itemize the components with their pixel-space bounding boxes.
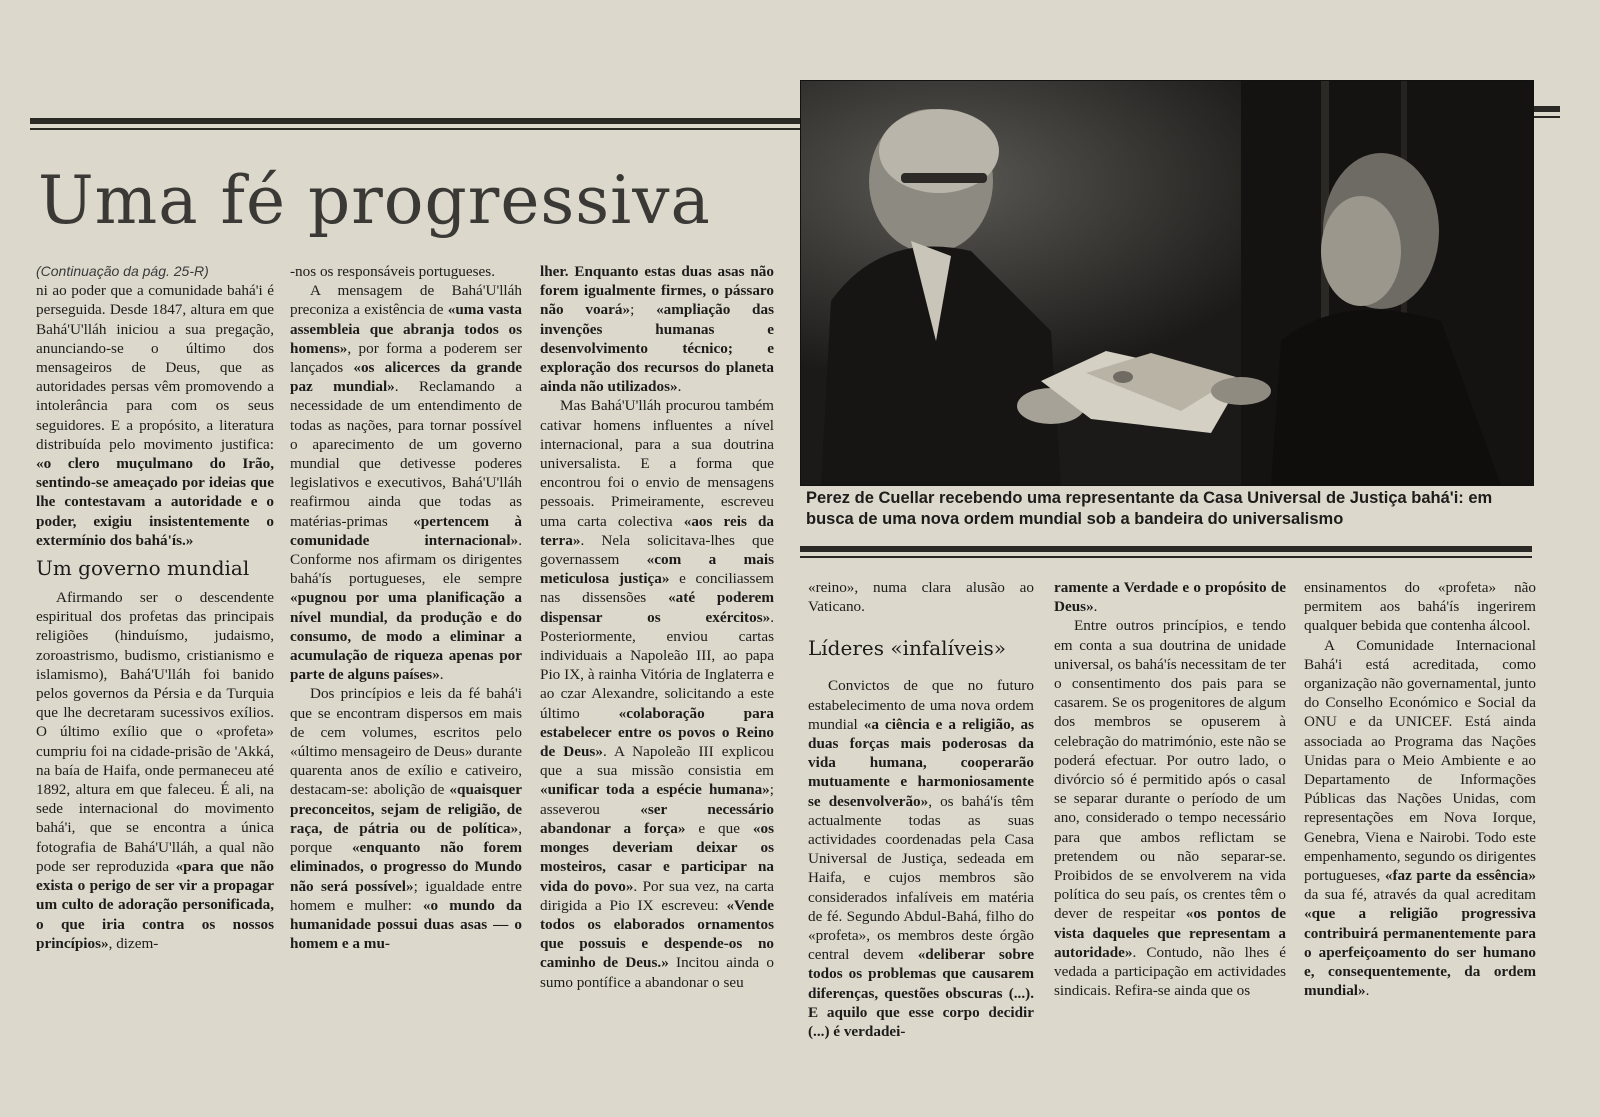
subheading-lideres-infaliveis: Líderes «infalíveis» (808, 636, 1006, 661)
bold-quote: «a ciência e a religião, as duas forças mais poderosas da vida humana, cooperarão mutuamente e harmoniosamente se desenvolverão» (808, 715, 1034, 810)
bold-quote: «o clero muçulmano do Irão, sentindo-se ameaçado por ideias que lhe contestavam a autoridade e o poder, exigiu insistentemente o extermínio dos bahá'ís.» (36, 455, 274, 549)
text-run: . (677, 378, 682, 396)
bold-quote: «colaboração para estabelecer entre os povos o Reino de Deus» (540, 704, 774, 761)
text-run: Afirmando ser o descendente espiritual dos profetas das principais religiões (hinduísmo, judaismo, zoroastrismo, budismo, cristianismo e islamismo), Bahá'U'lláh foi banido pelos governos da Pérsia e da Turquia que lhe decretaram sucessivos exílios. O último exílio que o «profeta» cumpriu foi na cidade-prisão de 'Akká, na baía de Haifa, onde permaneceu até 1892, altura em que faleceu. É ali, na sede internacional do movimento bahá'i, que se encontra a única fotografia de Bahá'U'lláh, a qual não pode ser reproduzida (36, 589, 274, 875)
bold-quote: «uma vasta assembleia que abranja todos os homens» (290, 301, 522, 357)
bold-quote: «faz parte da essência» (1384, 867, 1536, 885)
column-4 (808, 578, 1034, 1041)
text-run: ; igualdade entre homem e mulher: (290, 877, 522, 914)
text-run: . (1365, 982, 1370, 1000)
text-run: ; (630, 301, 657, 319)
photo-caption: Perez de Cuellar recebendo uma representante da Casa Universal de Justiça bahá'i: em busca de uma nova ordem mundial sob a bandeira do universalismo (806, 489, 1493, 528)
col5-paragraph-1 (1054, 578, 1286, 616)
col1-paragraph-1 (36, 281, 274, 550)
text-run: . Reclamando a necessidade de um entendimento de todas as nações, para tornar possível o aparecimento de um governo mundial que detivesse poderes legislativos e executivos, Bahá'U'lláh reafirmou ainda que todas as matérias-primas (290, 378, 522, 530)
col6-paragraph-1: ensinamentos do «profeta» não permitem aos bahá'ís ingerirem qualquer bebida que contenha álcool. (1304, 579, 1536, 635)
text-run: da sua fé, através da qual acreditam (1304, 886, 1536, 904)
text-run: Convictos de que no futuro estabelecimento de uma nova ordem mundial (808, 677, 1034, 733)
bold-quote: «aos reis da terra» (540, 512, 774, 549)
text-run: Entre outros princípios, e tendo em conta a sua doutrina de unidade universal, os bahá'ís necessitam de ter o consentimento dos pais para se casarem. Se os progenitores de algum dos membros se opuserem à celebração do matrimónio, este não se poderá efectuar. Por outro lado, o divórcio só é permitido após o casal se separar durante o período de um ano, considerado o tempo necessário para que ambos reflictam se pretendem ou não separar-se. Proibidos de se envolverem na vida política do seu país, os crentes têm o dever de respeitar (1054, 617, 1286, 923)
top-rule-right (1532, 106, 1560, 112)
col2-paragraph-3 (290, 684, 522, 953)
column-1 (36, 262, 274, 953)
bold-quote: «pugnou por uma planificação a nível mundial, da produção e do consumo, de modo a eliminar a acumulação de riqueza apenas por parte de alguns países» (290, 589, 522, 684)
text-run: . Por sua vez, na carta dirigida a Pio IX escreveu: (540, 877, 774, 914)
text-run: . (1093, 598, 1098, 616)
text-run: e que (685, 819, 753, 837)
col3-paragraph-1 (540, 262, 774, 396)
text-run: A mensagem de Bahá'U'lláh preconiza a existência de (290, 282, 522, 319)
bold-quote: «deliberar sobre todos os problemas que causarem diferenças, questões obscuras (...). E aquilo que esse corpo decidir (...) é verdadei- (808, 946, 1034, 1041)
text-run: ni ao poder que a comunidade bahá'i é perseguida. Desde 1847, altura em que Bahá'U'lláh iniciou a sua pregação, anunciando-se o último dos mensageiros de Deus, que as autoridades persas vêm promovendo a intolerância para com os seus seguidores. E a propósito, a literatura distribuída pelo movimento justifica: (36, 282, 274, 453)
text-run: Mas Bahá'U'lláh procurou também cativar homens influentes a nível internacional, para a sua doutrina universalista. E a forma que encontrou foi o envio de mensagens pessoais. Primeiramente, escreveu uma carta colectiva (540, 397, 774, 530)
text-run: A Comunidade Internacional Bahá'i está acreditada, como organização não governamental, junto do Conselho Económico e Social da ONU e da UNICEF. Está ainda associada ao Programa das Nações Unidas para o Meio Ambiente e ao Departamento de Informações Públicas das Nações Unidas, com representações em Nova Iorque, Genebra, Viena e Nairobi. Todo este empenhamento, segundo os dirigentes portugueses, (1304, 636, 1536, 885)
top-rule-thick (30, 118, 800, 124)
column-3 (540, 262, 774, 992)
column-6 (1304, 578, 1536, 1000)
text-run: . Posteriormente, enviou cartas individuais a Napoleão III, ao papa Pio IX, à rainha Vitória de Inglaterra e ao czar Alexandre, solicitando a este último (540, 608, 774, 722)
continuation-note: (Continuação da pág. 25-R) (36, 263, 209, 279)
subheading-governo-mundial: Um governo mundial (36, 556, 250, 581)
column-5 (1054, 578, 1286, 1000)
text-run: . Contudo, não lhes é vedada a participação em actividades sindicais. Refira-se ainda que os (1054, 943, 1286, 1000)
text-run: Dos princípios e leis da fé bahá'i que se encontram dispersos em mais de cem volumes, escritos pelo «último mensageiro de Deus» durante quarenta anos de exílio e cativeiro, destacam-se: abolição de (290, 685, 522, 799)
bold-quote: «pertencem à comunidade internacional» (290, 512, 522, 549)
bold-quote: «os pontos de vista daqueles que representam a autoridade» (1054, 905, 1286, 961)
bold-quote: «ser necessário abandonar a força» (540, 800, 774, 837)
col1-paragraph-2 (36, 588, 274, 953)
bold-quote: «unificar toda a espécie humana» (540, 781, 770, 799)
text-run: . Nela solicitava-lhes que governassem (540, 531, 774, 569)
mid-rule-thick (800, 546, 1532, 552)
bold-quote: «quaisquer preconceitos, sejam de religião, de raça, de pátria ou de política» (290, 781, 522, 837)
col3-paragraph-2 (540, 396, 774, 991)
col5-paragraph-2 (1054, 616, 1286, 1000)
news-photo (800, 80, 1534, 486)
bold-quote: ramente a Verdade e o propósito de Deus» (1054, 579, 1286, 616)
text-run: , por forma a poderem ser lançados (290, 339, 522, 377)
photo-illustration (801, 81, 1533, 485)
text-run: . A Napoleão III explicou que a sua missão consistia em (540, 743, 774, 780)
bold-quote: «até poderem dispensar os exércitos» (540, 589, 774, 626)
bold-quote: «os monges deveriam deixar os mosteiros, casar e participar na vida do povo» (540, 819, 775, 895)
text-run: , os bahá'ís têm actualmente todas as suas actividades coordenadas pela Casa Universal de Justiça, sedeada em Haifa, e cujos membros são considerados infalíveis em matéria de fé. Segundo Abdul-Bahá, filho do «profeta», os membros deste órgão central devem (808, 792, 1034, 964)
bold-quote: «que a religião progressiva contribuirá permanentemente para o aperfeiçoamento do ser humano e, consequentemente, da ordem mundial» (1304, 905, 1536, 1000)
text-run: Incitou ainda o sumo pontífice a abandonar o seu (540, 954, 774, 991)
bold-quote: lher. Enquanto estas duas asas não forem igualmente firmes, o pássaro não voará» (540, 263, 774, 319)
col2-paragraph-2 (290, 281, 522, 684)
mid-rule-thin (800, 556, 1532, 558)
text-run: , dizem- (108, 934, 159, 952)
col4-paragraph-1: «reino», numa clara alusão ao Vaticano. (808, 579, 1034, 616)
headline: Uma fé progressiva (38, 162, 711, 239)
bold-quote: «enquanto não forem eliminados, o progresso do Mundo não será possível» (290, 839, 522, 895)
text-run: . (439, 666, 444, 684)
bold-quote: «para que não exista o perigo de ser vir a propagar um culto de adoração personificada, o que iria contra os nossos princípios» (36, 857, 274, 952)
bold-quote: «os alicerces da grande paz mundial» (290, 359, 523, 396)
bold-quote: «Vende todos os elaborados ornamentos que possuis e despende-os no caminho de Deus.» (540, 896, 774, 972)
col4-paragraph-2 (808, 676, 1034, 1041)
text-run: e conciliassem nas dissensões (540, 570, 774, 607)
top-rule-right-thin (1532, 116, 1560, 118)
text-run: . Conforme nos afirmam os dirigentes bahá'ís portugueses, ele sempre (290, 531, 522, 588)
col6-paragraph-2 (1304, 636, 1536, 1001)
column-2 (290, 262, 522, 953)
bold-quote: «com a mais meticulosa justiça» (540, 551, 774, 588)
bold-quote: «o mundo da humanidade possui duas asas — o homem e a mu- (290, 896, 522, 953)
text-run: ; asseverou (540, 781, 774, 818)
top-rule-thin (30, 128, 800, 130)
text-run: , porque (290, 819, 522, 857)
bold-quote: «ampliação das invenções humanas e desenvolvimento técnico; e exploração dos recursos do planeta ainda não utilizados» (540, 301, 774, 396)
col2-paragraph-1: -nos os responsáveis portugueses. (290, 263, 496, 280)
